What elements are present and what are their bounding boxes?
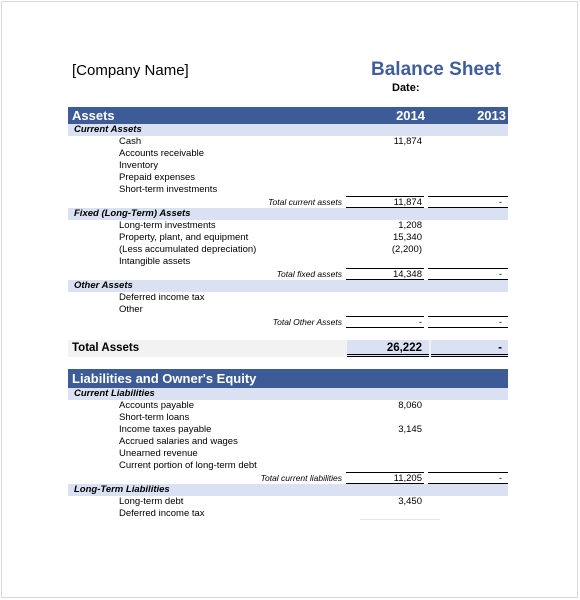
row-label: Short-term investments xyxy=(119,184,218,195)
year-2013-heading: 2013 xyxy=(477,108,506,123)
table-row xyxy=(68,256,508,268)
row-label: Intangible assets xyxy=(119,256,191,267)
row-label: Accounts receivable xyxy=(119,148,205,159)
total-assets-row xyxy=(68,340,508,357)
table-row xyxy=(68,244,508,256)
row-label: Current portion of long-term debt xyxy=(119,460,257,471)
row-label: Other xyxy=(119,304,143,315)
row-label: Long-term debt xyxy=(119,496,184,507)
table-row xyxy=(68,220,508,232)
section-longterm-liabilities xyxy=(68,484,508,496)
row-label: Prepaid expenses xyxy=(119,172,196,183)
row-value-2014: 15,340 xyxy=(392,232,422,243)
table-row xyxy=(68,160,508,172)
subtotal-value-2014: - xyxy=(418,317,422,328)
subtotal-row xyxy=(68,316,508,328)
table-row xyxy=(68,172,508,184)
subtotal-value-2014: 11,874 xyxy=(393,197,422,208)
table-row xyxy=(68,148,508,160)
table-row xyxy=(68,460,508,472)
table-row xyxy=(68,424,508,436)
subtotal-value-2013: - xyxy=(498,197,502,208)
subtotal-row xyxy=(68,472,508,484)
table-row xyxy=(68,436,508,448)
row-value-2014: 8,060 xyxy=(398,400,422,411)
table-row xyxy=(68,232,508,244)
subtotal-row xyxy=(68,196,508,208)
liabilities-header-bar xyxy=(68,369,508,388)
row-label: Short-term loans xyxy=(119,412,190,423)
row-value-2014: 11,874 xyxy=(393,136,422,147)
subtotal-label: Total Other Assets xyxy=(272,317,342,327)
section-label: Other Assets xyxy=(74,280,133,291)
company-name: [Company Name] xyxy=(72,62,189,79)
row-label: Inventory xyxy=(119,160,159,171)
assets-heading: Assets xyxy=(72,108,115,123)
row-label: Deferred income tax xyxy=(119,508,205,519)
table-row xyxy=(68,508,508,520)
total-assets-value-2013: - xyxy=(498,342,502,354)
row-label: (Less accumulated depreciation) xyxy=(119,244,257,255)
section-label: Current Assets xyxy=(74,124,142,135)
table-row xyxy=(68,400,508,412)
table-row xyxy=(68,496,508,508)
section-label: Fixed (Long-Term) Assets xyxy=(74,208,191,219)
subtotal-value-2013: - xyxy=(498,317,502,328)
subtotal-value-2014: 11,205 xyxy=(393,473,422,484)
row-label: Unearned revenue xyxy=(119,448,198,459)
section-label: Long-Term Liabilities xyxy=(74,484,170,495)
section-other-assets xyxy=(68,280,508,292)
assets-header-bar xyxy=(68,107,508,124)
page-title: Balance Sheet xyxy=(371,59,501,80)
section-label: Current Liabilities xyxy=(74,388,155,399)
section-fixed-assets xyxy=(68,208,508,220)
divider xyxy=(360,519,440,520)
table-row xyxy=(68,136,508,148)
subtotal-value-2013: - xyxy=(498,473,502,484)
row-label: Income taxes payable xyxy=(119,424,212,435)
row-label: Long-term investments xyxy=(119,220,216,231)
row-label: Accounts payable xyxy=(119,400,194,411)
year-2014-heading: 2014 xyxy=(396,108,425,123)
table-row xyxy=(68,184,508,196)
row-value-2014: 1,208 xyxy=(398,220,422,231)
subtotal-label: Total current assets xyxy=(268,197,342,207)
liabilities-heading: Liabilities and Owner's Equity xyxy=(72,371,257,386)
table-row xyxy=(68,412,508,424)
row-label: Property, plant, and equipment xyxy=(119,232,249,243)
row-label: Cash xyxy=(119,136,142,147)
date-label: Date: xyxy=(392,82,420,94)
row-value-2014: (2,200) xyxy=(391,244,422,255)
section-current-liabilities xyxy=(68,388,508,400)
row-value-2014: 3,450 xyxy=(398,496,422,507)
subtotal-row xyxy=(68,268,508,280)
table-row xyxy=(68,304,508,316)
total-assets-label: Total Assets xyxy=(72,342,140,354)
row-label: Deferred income tax xyxy=(119,292,205,303)
table-row xyxy=(68,448,508,460)
row-label: Accrued salaries and wages xyxy=(119,436,238,447)
table-row xyxy=(68,292,508,304)
subtotal-label: Total fixed assets xyxy=(276,269,342,279)
subtotal-label: Total current liabilities xyxy=(260,473,342,483)
subtotal-value-2014: 14,348 xyxy=(392,269,422,280)
subtotal-value-2013: - xyxy=(498,269,502,280)
row-value-2014: 3,145 xyxy=(398,424,422,435)
total-assets-value-2014: 26,222 xyxy=(386,342,422,354)
section-current-assets xyxy=(68,124,508,136)
